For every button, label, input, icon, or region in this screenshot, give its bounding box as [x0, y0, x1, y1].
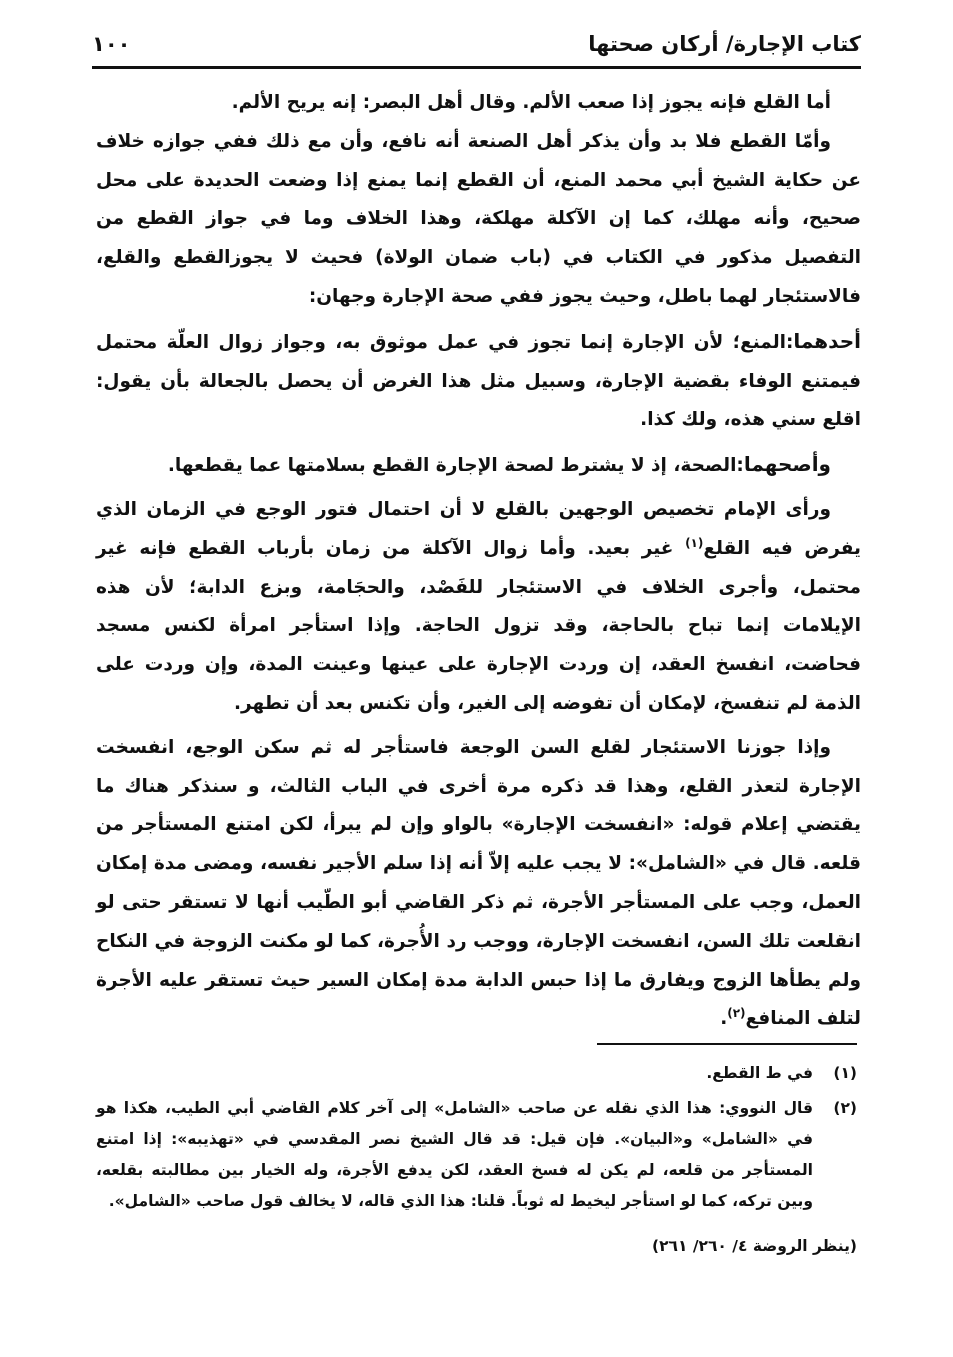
paragraph-4-text: :الصحة، إذ لا يشترط لصحة الإجارة القطع بسلامتها عما يقطعها. [167, 455, 744, 477]
page-number: ١٠٠ [92, 32, 131, 56]
main-text [96, 84, 861, 1039]
paragraph-3-text: :المنع؛ لأن الإجارة إنما تجوز في عمل موثوق به، وجواز زوال العلّة محتمل فيمتنع الوفاء بقضية الإجارة، وسبيل مثل هذا الغرض أن يحصل بالجعالة بأن يقول: اقلع سني هذه، ولك كذا. [96, 331, 861, 431]
paragraph-4 [96, 445, 861, 486]
footnote-ref-2[interactable]: (٢) [727, 1006, 746, 1021]
paragraph-6 [96, 729, 861, 1039]
footnotes [96, 1058, 857, 1262]
paragraph-4-term: وأصحهما [743, 452, 831, 477]
footnote-1-number: (١) [833, 1064, 857, 1082]
paragraph-3-term: أحدهما [793, 328, 861, 353]
footnote-ref-1[interactable]: (١) [685, 535, 704, 550]
footnote-1-text: في ط القطع. [706, 1064, 813, 1082]
footnote-2-text: قال النووي: هذا الذي نقله عن صاحب «الشامل» إلى آخر كلام القاضي أبي الطيب، هكذا هو في «الشامل» و«البيان». فإن قيل: قد قال الشيخ نصر المقدسي في «تهذيبه»: إذا امتنع المستأجر من قلعه، لم يكن له فسخ العقد، لكن يدفع الأجرة، وله الخيار بين مطالبته بقلعه، وبين تركه، كما لو استأجر ليخيط له ثوباً. قلنا: هذا الذي قاله، لا يخالف قول صاحب «الشامل». [96, 1099, 813, 1210]
header-divider [92, 66, 861, 69]
running-header [92, 28, 861, 66]
paragraph-6-text-b: . [720, 1008, 728, 1030]
footnote-2 [96, 1093, 857, 1217]
paragraph-5-text-b: غير بعيد. وأما زوال الآكلة من زمان بأرباب القطع فإنه غير محتمل، وأجرى الخلاف في الاستئجار للفَصْد، والحجَامة، وبزع الدابة؛ لأن هذه الإيلامات إنما تباح بالحاجة، وقد تزول الحاجة. وإذا استأجر امرأة لكنس مسجد فحاضت، انفسخ العقد، إن وردت الإجارة على عينها وعينت المدة، وإن وردت على الذمة لم تنفسخ، لإمكان أن تفوضه إلى الغير، وأن تكنس بعد أن تطهر. [96, 537, 861, 714]
paragraph-1: أما القلع فإنه يجوز إذا صعب الألم. وقال أهل البصر: إنه يريح الألم. [231, 92, 831, 113]
footnote-divider [597, 1043, 857, 1045]
paragraph-2: وأمّا القطع فلا بد وأن يذكر أهل الصنعة أنه نافع، وأن مع ذلك ففي جوازه خلاف عن حكاية الشيخ أبي محمد المنع، أن القطع إنما يمنع إذا وضعت الحديدة على محل صحيح، وأنه مهلك، كما إن الآكلة مهلكة، وهذا الخلاف وما في جواز القطع من التفصيل مذكور في الكتاب في (باب ضمان الولاة) فحيث لا يجوزالقطع والقلع، فالاستئجار لهما باطل، وحيث يجوز ففي صحة الإجارة وجهان: [96, 130, 861, 307]
paragraph-5-text-a: ورأى الإمام تخصيص الوجهين بالقلع لا أن احتمال فتور الوجع في الزمان الذي يفرض فيه القلع [96, 498, 861, 559]
footnote-2-number: (٢) [833, 1099, 857, 1117]
paragraph-3 [96, 322, 861, 440]
paragraph-5 [96, 491, 861, 724]
paragraph-6-text-a: وإذا جوزنا الاستئجار لقلع السن الوجعة فاستأجر له ثم سكن الوجع، انفسخت الإجارة لتعذر القلع، وهذا قد ذكره مرة أخرى في الباب الثالث، و سنذكر هناك ما يقتضي إعلام قوله: «انفسخت الإجارة» بالواو وإن لم يبرأ، لكن امتنع المستأجر من قلعه. قال في «الشامل»: لا يجب عليه إلاّ أنه إذا سلم الأجير نفسه، ومضى مدة إمكان العمل، وجب على المستأجر الأجرة، ثم ذكر القاضي أبو الطّيب أنها لا تستقر حتى لو انقلعت تلك السن، انفسخت الإجارة، ووجب رد الأُجرة، كما لو مكنت الزوجة في النكاح ولم يطأها الزوج ويفارق ما إذا حبس الدابة مدة إمكان السير حيث تستقر عليه الأجرة لتلف المنافع [96, 736, 861, 1030]
footnote-1 [96, 1058, 857, 1089]
book-title: كتاب الإجارة/ أركان صحتها [588, 32, 861, 56]
footnote-reference: (ينظر الروضة ٤/ ٢٦٠/ ٢٦١) [651, 1237, 857, 1255]
